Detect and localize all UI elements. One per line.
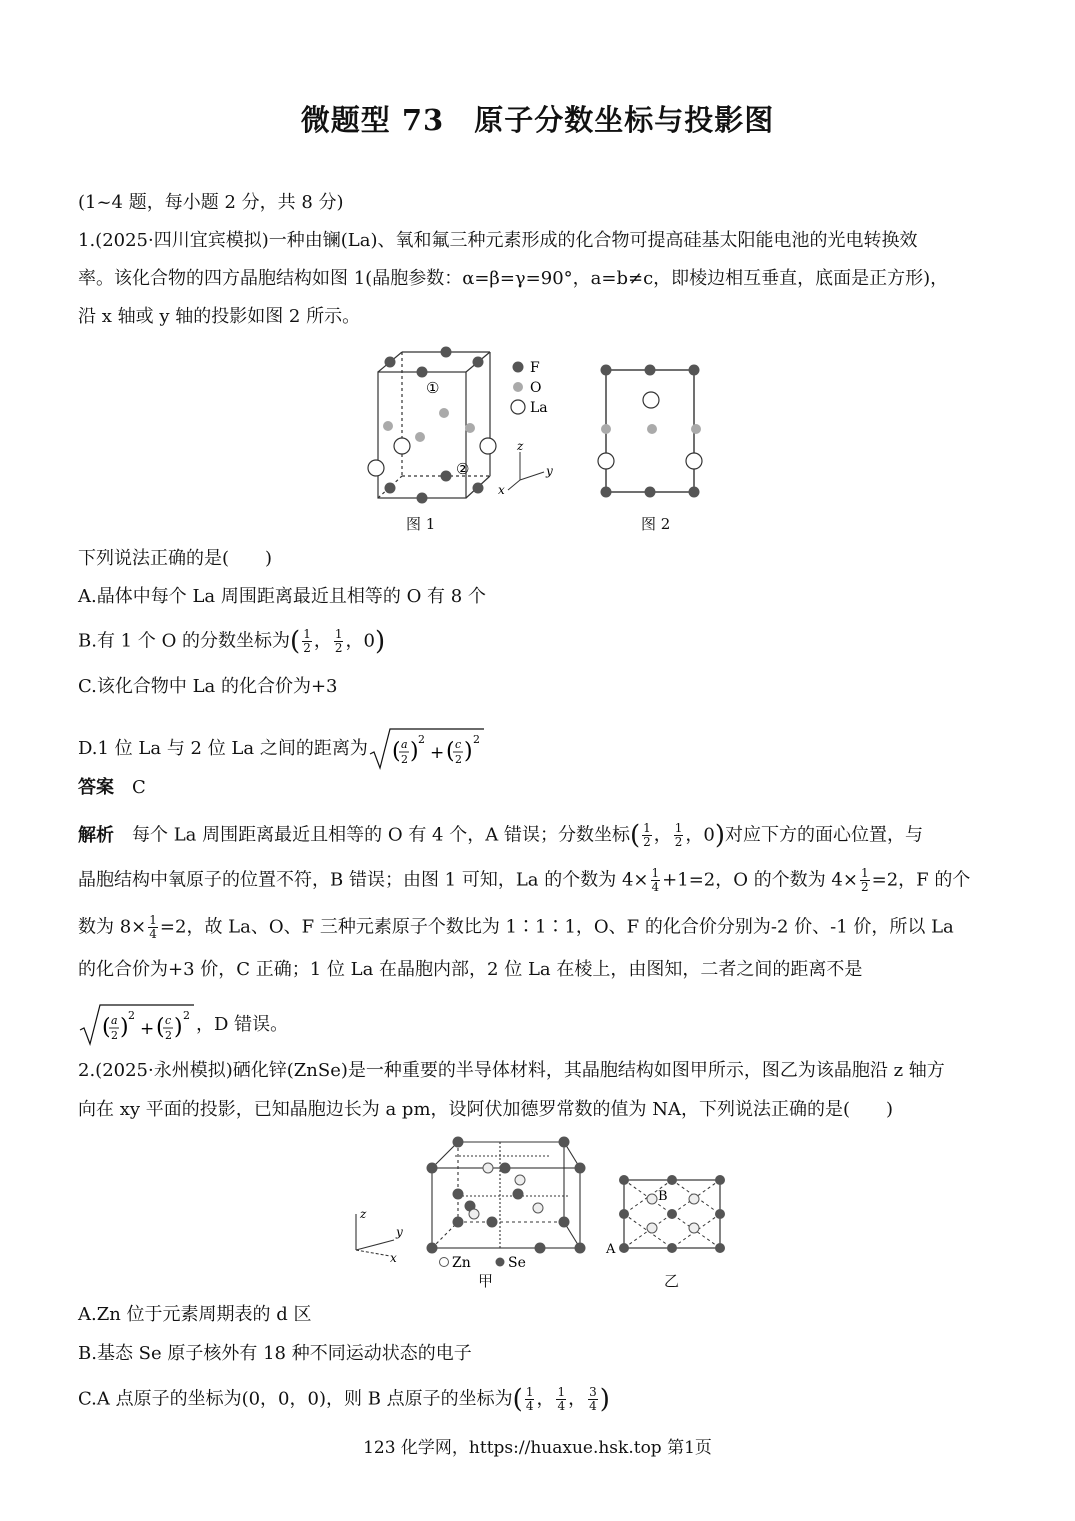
svg-text:2: 2 — [128, 1009, 135, 1022]
q1-prompt: 下列说法正确的是( ) — [78, 548, 273, 569]
q1-option-b: B.有 1 个 O 的分数坐标为( $\frac{1}{2}$ ， $\frac{1}{2}$ ，0) — [78, 626, 386, 657]
la-label-2: ② — [456, 460, 470, 478]
legend-o: O — [530, 380, 542, 396]
legend-f: F — [530, 360, 540, 376]
svg-text:): ) — [174, 1015, 183, 1040]
q2-figure-yi — [600, 1168, 730, 1258]
svg-text:c: c — [454, 738, 462, 751]
svg-text:(: ( — [391, 739, 401, 764]
svg-text:(: ( — [102, 1015, 111, 1040]
point-a-label: A — [606, 1242, 616, 1257]
q1-explanation-line3: 数为 8× $\frac{1}{4}$ =2，故 La、O、F 三种元素原子个数比为 1∶1∶1，O、F 的化合价分别为-2 价、-1 价，所以 La — [78, 913, 954, 941]
svg-text:2: 2 — [472, 733, 480, 746]
svg-text:): ) — [463, 739, 473, 764]
axis-x-label: x — [498, 483, 505, 497]
q1-explanation-line2: 晶胞结构中氧原子的位置不符，B 错误；由图 1 可知，La 的个数为 4× $\frac{1}{4}$ +1=2，O 的个数为 4× $\frac{1}{2}$ =2，F 的个 — [78, 866, 971, 894]
q1-option-c: C.该化合物中 La 的化合价为+3 — [78, 676, 338, 697]
legend-la: La — [530, 400, 548, 416]
q1-answer: 答案 C — [78, 777, 146, 798]
svg-text:(: ( — [445, 739, 455, 764]
q1-option-d: D.1 位 La 与 2 位 La 之间的距离为 ( a 2 ) 2 + ( c 2 ) 2 — [78, 726, 1003, 772]
axis-z-label: z — [517, 439, 524, 453]
q1-explanation-line1: 解析 每个 La 周围距离最近且相等的 O 有 4 个，A 错误；分数坐标( $\frac{1}{2}$ ， $\frac{1}{2}$ ，0)对应下方的面心位置，与 — [78, 820, 923, 851]
svg-text:2: 2 — [183, 1009, 190, 1022]
q2-figure-jia — [350, 1136, 590, 1286]
q1-stem-line3: 沿 x 轴或 y 轴的投影如图 2 所示。 — [78, 306, 361, 327]
q2-axis-y: y — [396, 1225, 403, 1239]
svg-text:): ) — [120, 1015, 129, 1040]
svg-text:2: 2 — [417, 733, 425, 746]
q2-stem-line1: 2.(2025·永州模拟)硒化锌(ZnSe)是一种重要的半导体材料，其晶胞结构如图甲所示，图乙为该晶胞沿 z 轴方 — [78, 1060, 945, 1081]
fig2-caption: 图 2 — [641, 515, 671, 533]
svg-text:+: + — [140, 1019, 155, 1039]
q2-option-b: B.基态 Se 原子核外有 18 种不同运动状态的电子 — [78, 1343, 472, 1364]
intro-text: (1~4 题，每小题 2 分，共 8 分) — [78, 192, 344, 213]
svg-text:+: + — [429, 743, 445, 763]
fig-yi-caption: 乙 — [664, 1272, 680, 1290]
q2-axis-x: x — [390, 1251, 397, 1265]
q1-figure-2 — [592, 360, 712, 505]
svg-text:2: 2 — [111, 1029, 118, 1042]
q1-option-a: A.晶体中每个 La 周围距离最近且相等的 O 有 8 个 — [78, 586, 486, 607]
legend-se: Se — [508, 1255, 526, 1271]
legend-zn: Zn — [452, 1255, 471, 1271]
point-b-label: B — [658, 1189, 668, 1204]
fig-jia-caption: 甲 — [478, 1272, 494, 1290]
fig1-caption: 图 1 — [406, 515, 436, 533]
q1-stem-line1: 1.(2025·四川宜宾模拟)一种由镧(La)、氧和氟三种元素形成的化合物可提高硅基太阳能电池的光电转换效 — [78, 230, 918, 251]
page-title: 微题型 73 原子分数坐标与投影图 — [300, 103, 775, 137]
svg-text:): ) — [409, 739, 419, 764]
q2-stem-line2: 向在 xy 平面的投影，已知晶胞边长为 a pm，设阿伏加德罗常数的值为 NA，下列说法正确的是( ) — [78, 1099, 894, 1120]
q2-option-c: C.A 点原子的坐标为(0，0，0)，则 B 点原子的坐标为( $\frac{1}{4}$ ， $\frac{1}{4}$ ， $\frac{3}{4}$ ) — [78, 1384, 610, 1415]
q1-explanation-line4: 的化合价为+3 价，C 正确；1 位 La 在晶胞内部，2 位 La 在棱上，由图知，二者之间的距离不是 — [78, 959, 863, 980]
svg-text:2: 2 — [165, 1029, 172, 1042]
q2-axis-z: z — [360, 1207, 367, 1221]
q1-figure-1 — [360, 340, 560, 510]
q2-option-a: A.Zn 位于元素周期表的 d 区 — [78, 1304, 312, 1325]
svg-text:2: 2 — [400, 753, 408, 766]
page-footer: 123 化学网，https://huaxue.hsk.top 第1页 — [363, 1438, 712, 1458]
svg-text:2: 2 — [454, 753, 462, 766]
axis-y-label: y — [546, 464, 553, 478]
svg-text:a: a — [111, 1014, 118, 1027]
svg-text:(: ( — [156, 1015, 165, 1040]
q1-explanation-line5: ( a 2 ) 2 + ( c 2 ) 2 ，D 错误。 — [78, 1002, 1003, 1048]
la-label-1: ① — [426, 379, 440, 397]
q1-stem-line2: 率。该化合物的四方晶胞结构如图 1(晶胞参数：α=β=γ=90°，a=b≠c，即棱边相互垂直，底面是正方形)， — [78, 268, 949, 289]
svg-text:a: a — [400, 738, 408, 751]
svg-text:c: c — [165, 1014, 172, 1027]
